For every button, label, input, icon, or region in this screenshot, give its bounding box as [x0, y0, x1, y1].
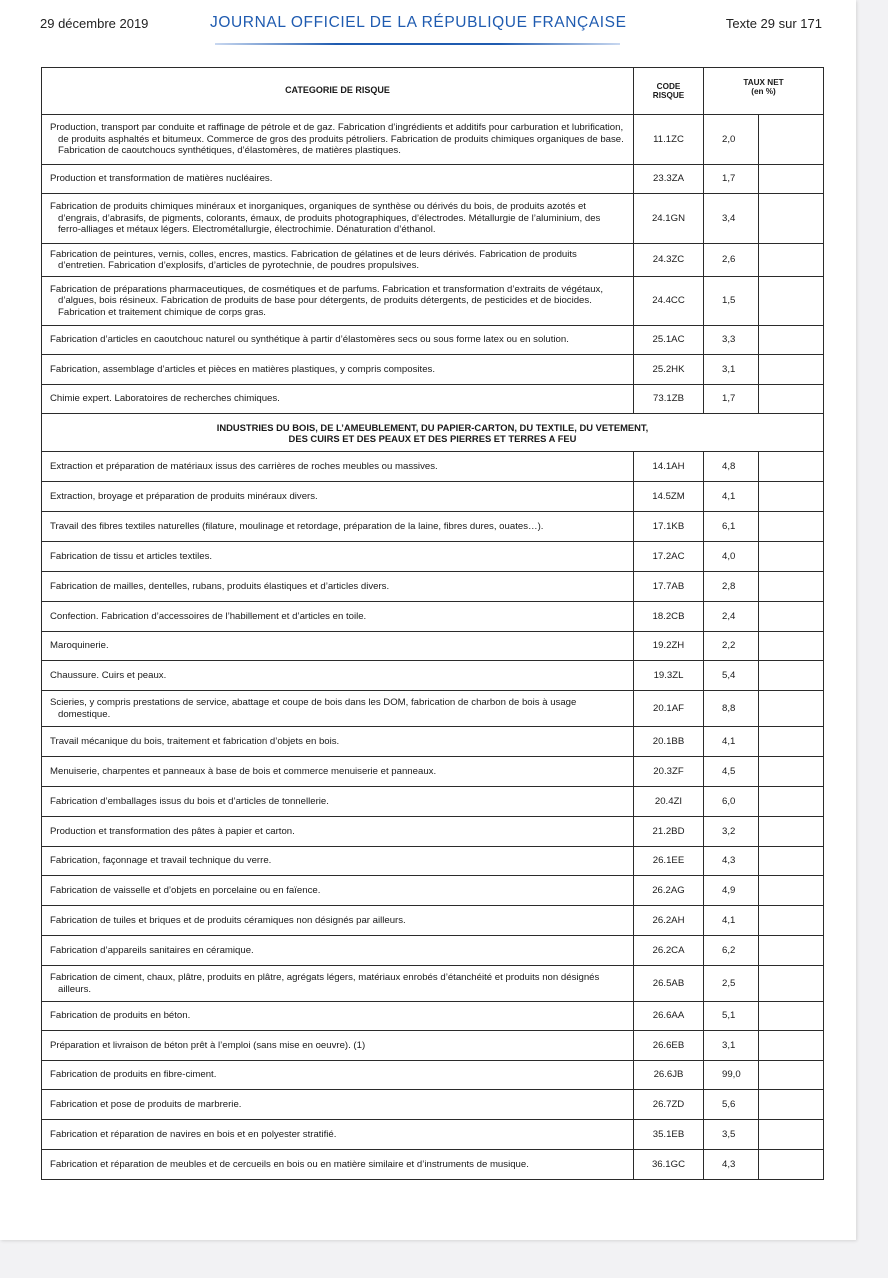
net-rate-cell: 5,6 [704, 1090, 759, 1120]
risk-category-cell [42, 482, 634, 512]
risk-code-cell: 20.1AF [634, 691, 704, 727]
risk-category-cell [42, 572, 634, 602]
table-section-heading [42, 414, 824, 452]
risk-code-cell: 35.1EB [634, 1120, 704, 1150]
risk-category-text: Préparation et livraison de béton prêt à l’emploi (sans mise en oeuvre). (1) [50, 1039, 366, 1051]
empty-cell [759, 1120, 824, 1150]
empty-cell [759, 1031, 824, 1061]
risk-category-text: Fabrication de préparations pharmaceutiques, de cosmétiques et de parfums. Fabrication et transformation d’extraits de végétaux, d’algues, bois résineux. Fabrication de produits de base pour détergents, de produits détergents, de pesticides et de biocides. Fabrication et traitement chimique de corps gras. [50, 283, 604, 318]
risk-category-cell [42, 817, 634, 847]
section-heading [42, 414, 824, 452]
table-row [42, 787, 824, 817]
risk-code-cell: 26.2AH [634, 906, 704, 936]
risk-category-cell [42, 542, 634, 572]
empty-cell [759, 452, 824, 482]
net-rate-cell: 2,0 [704, 115, 759, 165]
risk-code-cell: 19.2ZH [634, 632, 704, 661]
empty-cell [759, 936, 824, 966]
risk-category-text: Fabrication d’articles en caoutchouc naturel ou synthétique à partir d’élastomères secs ou sous forme latex ou en solution. [50, 334, 569, 346]
risk-code-cell: 11.1ZC [634, 115, 704, 165]
header-rule [215, 43, 620, 45]
header-rate-line1: TAUX NET [743, 78, 784, 87]
empty-cell [759, 1002, 824, 1031]
table-row [42, 572, 824, 602]
table-row [42, 602, 824, 632]
risk-code-cell: 26.2CA [634, 936, 704, 966]
net-rate-cell: 3,5 [704, 1120, 759, 1150]
risk-code-cell: 17.2AC [634, 542, 704, 572]
risk-category-cell [42, 355, 634, 385]
risk-category-cell [42, 1002, 634, 1031]
risk-category-cell [42, 326, 634, 355]
table-row [42, 115, 824, 165]
empty-cell [759, 727, 824, 757]
risk-category-text: Fabrication d’appareils sanitaires en céramique. [50, 944, 254, 956]
risk-rate-table [41, 67, 824, 1180]
net-rate-cell: 4,3 [704, 847, 759, 876]
risk-category-text: Confection. Fabrication d’accessoires de l’habillement et d’articles en toile. [50, 610, 367, 622]
risk-category-cell [42, 661, 634, 691]
empty-cell [759, 1150, 824, 1180]
table-row [42, 876, 824, 906]
empty-cell [759, 876, 824, 906]
risk-category-cell [42, 602, 634, 632]
risk-code-cell: 25.1AC [634, 326, 704, 355]
net-rate-cell: 1,7 [704, 165, 759, 194]
empty-cell [759, 661, 824, 691]
risk-category-cell [42, 691, 634, 727]
table-row [42, 1120, 824, 1150]
net-rate-cell: 2,5 [704, 966, 759, 1002]
net-rate-cell: 5,4 [704, 661, 759, 691]
empty-cell [759, 355, 824, 385]
net-rate-cell: 3,1 [704, 1031, 759, 1061]
risk-category-cell [42, 512, 634, 542]
empty-cell [759, 277, 824, 326]
section-heading-line1: INDUSTRIES DU BOIS, DE L’AMEUBLEMENT, DU PAPIER-CARTON, DU TEXTILE, DU VETEMENT, [216, 421, 649, 433]
table-row [42, 194, 824, 244]
net-rate-cell: 8,8 [704, 691, 759, 727]
empty-cell [759, 385, 824, 414]
net-rate-cell: 6,2 [704, 936, 759, 966]
empty-cell [759, 757, 824, 787]
section-heading-line2: DES CUIRS ET DES PEAUX ET DES PIERRES ET TERRES A FEU [288, 432, 577, 444]
table-row [42, 632, 824, 661]
risk-category-text: Fabrication de vaisselle et d’objets en porcelaine ou en faïence. [50, 884, 321, 896]
risk-category-text: Production, transport par conduite et raffinage de pétrole et de gaz. Fabrication d’ingrédients et additifs pour carburation et lubrification, de produits asphaltés et bitumeux. Commerce de gros des produits pétroliers. Fabrication de produits chimiques organiques de base. Fabrication de caoutchoucs synthétiques, d’élastomères, de matières plastiques. [50, 122, 624, 157]
risk-category-text: Production et transformation des pâtes à papier et carton. [50, 825, 295, 837]
risk-category-text: Fabrication et pose de produits de marbrerie. [50, 1098, 242, 1110]
table-row [42, 1090, 824, 1120]
header-code-risque [634, 68, 704, 115]
risk-category-text: Menuiserie, charpentes et panneaux à base de bois et commerce menuiserie et panneaux. [50, 765, 437, 777]
risk-code-cell: 26.6JB [634, 1061, 704, 1090]
empty-cell [759, 244, 824, 277]
risk-code-cell: 36.1GC [634, 1150, 704, 1180]
risk-category-text: Extraction, broyage et préparation de produits minéraux divers. [50, 490, 318, 502]
empty-cell [759, 847, 824, 876]
risk-category-cell [42, 1061, 634, 1090]
risk-category-cell [42, 165, 634, 194]
empty-cell [759, 817, 824, 847]
risk-category-text: Travail des fibres textiles naturelles (filature, moulinage et retordage, préparation de la laine, fibres dures, ouates…). [50, 520, 544, 532]
risk-code-cell: 26.1EE [634, 847, 704, 876]
risk-category-cell [42, 787, 634, 817]
risk-code-cell: 24.4CC [634, 277, 704, 326]
empty-cell [759, 966, 824, 1002]
net-rate-cell: 1,5 [704, 277, 759, 326]
table-row [42, 966, 824, 1002]
table-row [42, 482, 824, 512]
risk-code-cell: 14.5ZM [634, 482, 704, 512]
empty-cell [759, 482, 824, 512]
risk-category-text: Fabrication de produits en béton. [50, 1010, 191, 1022]
risk-code-cell: 23.3ZA [634, 165, 704, 194]
risk-code-cell: 20.1BB [634, 727, 704, 757]
table-row [42, 326, 824, 355]
publication-date: 29 décembre 2019 [40, 16, 149, 31]
empty-cell [759, 691, 824, 727]
empty-cell [759, 1090, 824, 1120]
risk-code-cell: 17.7AB [634, 572, 704, 602]
risk-category-cell [42, 277, 634, 326]
table-body-industries [42, 452, 824, 1180]
empty-cell [759, 632, 824, 661]
risk-category-cell [42, 194, 634, 244]
risk-category-cell [42, 936, 634, 966]
risk-code-cell: 20.4ZI [634, 787, 704, 817]
risk-code-cell: 18.2CB [634, 602, 704, 632]
risk-category-text: Chimie expert. Laboratoires de recherches chimiques. [50, 393, 280, 405]
risk-category-cell [42, 727, 634, 757]
net-rate-cell: 4,1 [704, 482, 759, 512]
table-row [42, 1031, 824, 1061]
risk-code-cell: 14.1AH [634, 452, 704, 482]
header-code-line1: CODE [656, 82, 681, 91]
empty-cell [759, 165, 824, 194]
risk-category-cell [42, 847, 634, 876]
net-rate-cell: 4,0 [704, 542, 759, 572]
risk-code-cell: 26.6EB [634, 1031, 704, 1061]
risk-category-cell [42, 1090, 634, 1120]
table-row [42, 512, 824, 542]
table-row [42, 452, 824, 482]
empty-cell [759, 115, 824, 165]
net-rate-cell: 99,0 [704, 1061, 759, 1090]
net-rate-cell: 5,1 [704, 1002, 759, 1031]
risk-category-cell [42, 906, 634, 936]
net-rate-cell: 3,2 [704, 817, 759, 847]
table-row [42, 661, 824, 691]
net-rate-cell: 4,3 [704, 1150, 759, 1180]
risk-category-text: Fabrication, assemblage d’articles et pièces en matières plastiques, y compris composites. [50, 363, 435, 375]
table-row [42, 355, 824, 385]
table-body-chemistry [42, 115, 824, 414]
text-reference: Texte 29 sur 171 [725, 16, 822, 31]
net-rate-cell: 4,1 [704, 727, 759, 757]
risk-category-cell [42, 966, 634, 1002]
table-header-row [42, 68, 824, 115]
risk-code-cell: 19.3ZL [634, 661, 704, 691]
risk-category-cell [42, 876, 634, 906]
table-row [42, 727, 824, 757]
header-code-line2: RISQUE [652, 91, 685, 100]
table-row [42, 542, 824, 572]
empty-cell [759, 512, 824, 542]
risk-category-cell [42, 1031, 634, 1061]
risk-category-text: Fabrication de tuiles et briques et de produits céramiques non désignés par ailleurs. [50, 914, 406, 926]
risk-code-cell: 24.1GN [634, 194, 704, 244]
table-row [42, 1061, 824, 1090]
risk-category-text: Fabrication et réparation de meubles et de cercueils en bois ou en matière similaire et d’instruments de musique. [50, 1158, 529, 1170]
risk-category-cell [42, 1120, 634, 1150]
header-category: CATEGORIE DE RISQUE [42, 68, 634, 115]
net-rate-cell: 4,9 [704, 876, 759, 906]
risk-code-cell: 26.5AB [634, 966, 704, 1002]
net-rate-cell: 3,4 [704, 194, 759, 244]
header-taux-net [704, 68, 824, 115]
empty-cell [759, 326, 824, 355]
net-rate-cell: 2,6 [704, 244, 759, 277]
table-row [42, 165, 824, 194]
table-row [42, 757, 824, 787]
net-rate-cell: 6,1 [704, 512, 759, 542]
risk-code-cell: 26.2AG [634, 876, 704, 906]
header-rate-line2: (en %) [751, 87, 776, 96]
net-rate-cell: 6,0 [704, 787, 759, 817]
empty-cell [759, 602, 824, 632]
risk-category-text: Extraction et préparation de matériaux issus des carrières de roches meubles ou massives. [50, 460, 438, 472]
table-row [42, 691, 824, 727]
risk-category-text: Fabrication et réparation de navires en bois et en polyester stratifié. [50, 1128, 337, 1140]
net-rate-cell: 1,7 [704, 385, 759, 414]
risk-code-cell: 17.1KB [634, 512, 704, 542]
table-row [42, 277, 824, 326]
empty-cell [759, 542, 824, 572]
risk-code-cell: 25.2HK [634, 355, 704, 385]
risk-code-cell: 26.6AA [634, 1002, 704, 1031]
risk-category-cell [42, 632, 634, 661]
empty-cell [759, 1061, 824, 1090]
risk-category-cell [42, 115, 634, 165]
risk-category-text: Fabrication de ciment, chaux, plâtre, produits en plâtre, agrégats légers, matériaux enrobés d’étanchéité et produits non désignés ailleurs. [50, 972, 600, 995]
net-rate-cell: 4,5 [704, 757, 759, 787]
risk-category-cell [42, 385, 634, 414]
table-row [42, 847, 824, 876]
section-heading-row [42, 414, 824, 452]
risk-category-text: Maroquinerie. [50, 640, 109, 652]
table-row [42, 385, 824, 414]
risk-category-cell [42, 452, 634, 482]
risk-category-text: Chaussure. Cuirs et peaux. [50, 669, 167, 681]
table-row [42, 936, 824, 966]
net-rate-cell: 4,1 [704, 906, 759, 936]
risk-category-text: Travail mécanique du bois, traitement et fabrication d’objets en bois. [50, 735, 340, 747]
empty-cell [759, 906, 824, 936]
page-header [0, 0, 856, 46]
empty-cell [759, 572, 824, 602]
risk-code-cell: 20.3ZF [634, 757, 704, 787]
risk-category-text: Fabrication de produits chimiques minéraux et inorganiques, organiques de synthèse ou dérivés du bois, de produits azotés et d’engrais, d’abrasifs, de pigments, colorants, émaux, de produits photographiques, d’électrodes. Métallurgie de l’aluminium, des ferro-alliages et métaux légers. Electrométallurgie, électrochimie. Dénaturation d’éthanol. [50, 201, 601, 236]
risk-category-text: Fabrication de tissu et articles textiles. [50, 550, 213, 562]
risk-category-cell [42, 757, 634, 787]
table-row [42, 817, 824, 847]
table-row [42, 1002, 824, 1031]
risk-code-cell: 21.2BD [634, 817, 704, 847]
risk-category-text: Scieries, y compris prestations de service, abattage et coupe de bois dans les DOM, fabrication de charbon de bois à usage domestique. [50, 697, 577, 720]
risk-category-cell [42, 244, 634, 277]
table-row [42, 1150, 824, 1180]
risk-category-text: Fabrication de mailles, dentelles, rubans, produits élastiques et d’articles divers. [50, 580, 390, 592]
risk-code-cell: 73.1ZB [634, 385, 704, 414]
table-row [42, 244, 824, 277]
journal-title: JOURNAL OFFICIEL DE LA RÉPUBLIQUE FRANÇAISE [210, 14, 627, 31]
risk-category-text: Fabrication de produits en fibre-ciment. [50, 1069, 217, 1081]
net-rate-cell: 2,2 [704, 632, 759, 661]
risk-code-cell: 26.7ZD [634, 1090, 704, 1120]
empty-cell [759, 787, 824, 817]
net-rate-cell: 2,4 [704, 602, 759, 632]
net-rate-cell: 3,1 [704, 355, 759, 385]
net-rate-cell: 3,3 [704, 326, 759, 355]
risk-category-text: Fabrication de peintures, vernis, colles, encres, mastics. Fabrication de gélatines et de leurs dérivés. Fabrication de produits d’entretien. Fabrication d’explosifs, d’articles de pyrotechnie, de poudres propulsives. [50, 248, 577, 271]
net-rate-cell: 2,8 [704, 572, 759, 602]
risk-category-text: Fabrication d’emballages issus du bois et d’articles de tonnellerie. [50, 795, 329, 807]
risk-code-cell: 24.3ZC [634, 244, 704, 277]
table-row [42, 906, 824, 936]
risk-category-cell [42, 1150, 634, 1180]
empty-cell [759, 194, 824, 244]
risk-category-text: Production et transformation de matières nucléaires. [50, 173, 273, 185]
net-rate-cell: 4,8 [704, 452, 759, 482]
risk-category-text: Fabrication, façonnage et travail technique du verre. [50, 855, 272, 867]
